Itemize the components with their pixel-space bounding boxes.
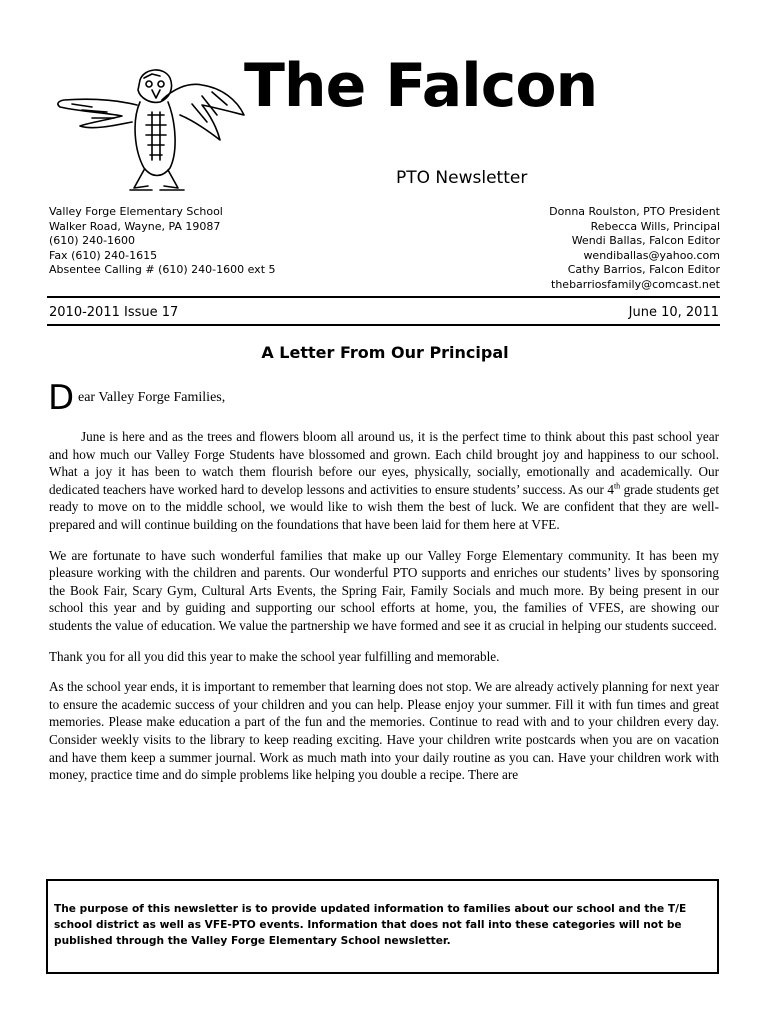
school-contact-block	[49, 205, 276, 278]
paragraph-2: We are fortunate to have such wonderful families that make up our Valley Forge Elementary community. It has been my pleasure working with the children and parents. Our wonderful PTO supports and enriches our students’ lives by sponsoring the Book Fair, Scary Gym, Cultural Arts Events, the Spring Fair, Family Socials and much more. By being present in our school this year and by guiding and supporting our school efforts at home, you, the families of VFES, are showing our students the value of education. We value the partnership we have formed and see it as crucial in helping our students succeed.	[49, 547, 719, 633]
editor-1: Wendi Ballas, Falcon Editor	[571, 234, 720, 248]
paragraph-4: As the school year ends, it is important to remember that learning does not stop. We are already actively planning for next year to ensure the academic success of your children and you can help. Please enjoy your summer. Fill it with fun times and great memories. Please make education a part of the fun and the memories. Continue to read with and to your children every day. Consider weekly visits to the library to keep reading exciting. Have your children write postcards when you are on vacation and have them keep a summer journal. Work as much math into your daily routine as you can. Have your children work with money, practice time and do simple problems like helping you double a recipe. There are	[49, 679, 719, 783]
editor-2-email: thebarriosfamily@comcast.net	[551, 277, 720, 291]
newsletter-subtitle: PTO Newsletter	[396, 168, 528, 188]
salutation: ear Valley Forge Families,	[78, 390, 226, 405]
absentee-line: Absentee Calling # (610) 240-1600 ext 5	[49, 263, 276, 277]
falcon-mascot-logo	[52, 60, 252, 195]
editor-2: Cathy Barrios, Falcon Editor	[567, 263, 720, 277]
school-address: Walker Road, Wayne, PA 19087	[49, 219, 221, 233]
newsletter-title: The Falcon	[244, 51, 598, 121]
staff-contact-block	[549, 205, 720, 293]
editor-1-email: wendiballas@yahoo.com	[583, 248, 720, 262]
paragraph-3: Thank you for all you did this year to make the school year fulfilling and memorable.	[49, 648, 500, 664]
drop-cap: D	[48, 378, 75, 418]
school-phone: (610) 240-1600	[49, 234, 136, 248]
principal: Rebecca Wills, Principal	[590, 219, 720, 233]
article-body	[49, 428, 719, 797]
bottom-divider	[47, 324, 720, 326]
paragraph-1: June is here and as the trees and flowers bloom all around us, it is the perfect time to think about this past school year and how much our Valley Forge Students have blossomed and grown. Each child brought joy and happiness to our school. What a joy it has been to watch them flourish before our eyes, physically, socially, emotionally and academically. Our dedicated teachers have worked hard to develop lessons and activities to ensure students’ success. As our 4th grade students get ready to move on to the middle school, we would like to wish them the best of luck. We are confident that they are well-prepared and will continue building on the foundations that have been laid for them here at VFE.	[49, 429, 719, 532]
pto-president: Donna Roulston, PTO President	[549, 205, 720, 218]
article-headline: A Letter From Our Principal	[261, 343, 509, 362]
top-divider	[47, 296, 720, 298]
issue-date: June 10, 2011	[628, 305, 719, 320]
issue-number: 2010-2011 Issue 17	[49, 305, 179, 320]
newsletter-purpose-notice: The purpose of this newsletter is to provide updated information to families about our school and the T/E school district as well as VFE-PTO events. Information that does not fall into these categories will not be published through the Valley Forge Elementary School newsletter.	[46, 879, 719, 974]
school-fax: Fax (610) 240-1615	[49, 248, 158, 262]
school-name: Valley Forge Elementary School	[49, 205, 223, 218]
